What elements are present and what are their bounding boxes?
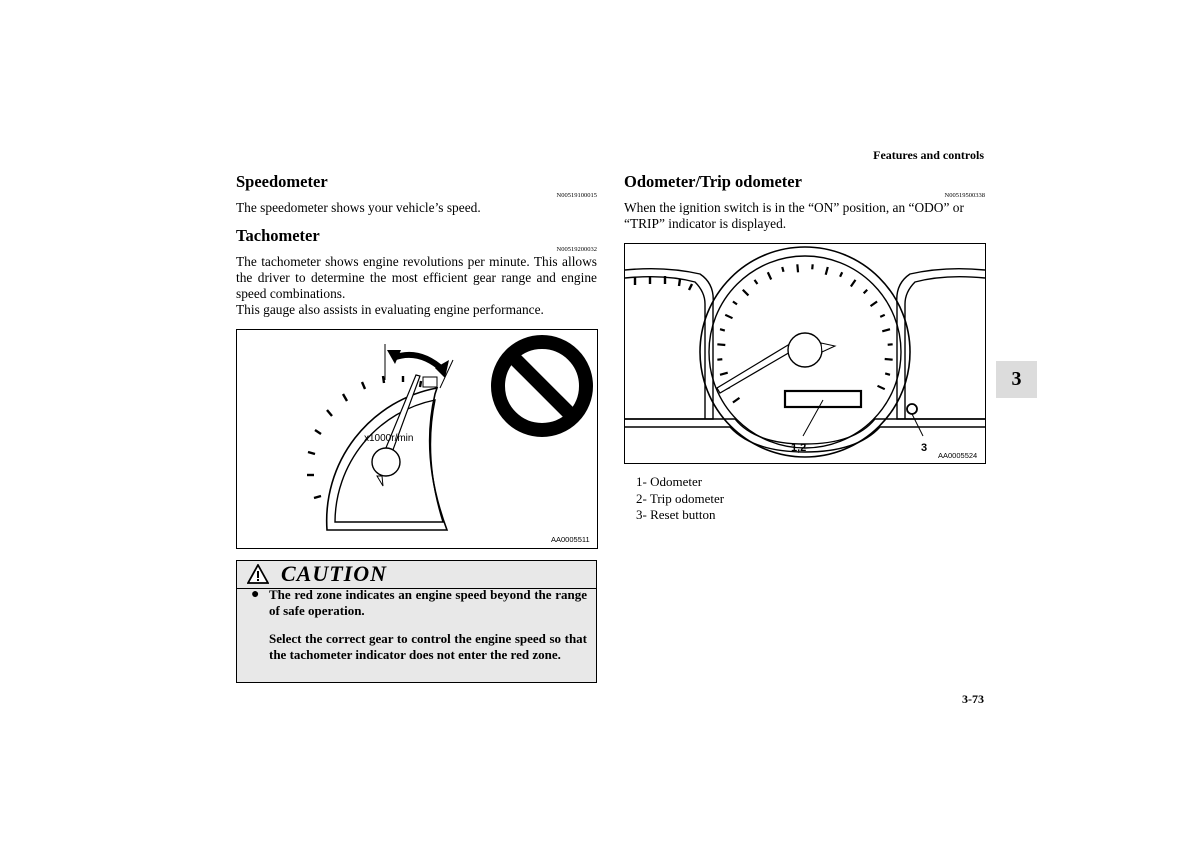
reset-button-icon: [907, 404, 917, 414]
odometer-legend: [636, 474, 836, 524]
tachometer-illustration: [237, 330, 597, 548]
callout-odometer: 1,2: [791, 442, 807, 454]
speedometer-heading: Speedometer: [236, 172, 328, 191]
tachometer-gauge-label: x1000r/min: [364, 433, 414, 444]
tachometer-text: The tachometer shows engine revolutions per minute. This allows the driver to determine the most efficient gear range and engine speed combinations.: [236, 254, 597, 301]
odometer-heading: Odometer/Trip odometer: [624, 172, 802, 191]
legend-num: 1-: [636, 474, 647, 489]
speedometer-tick: [882, 329, 890, 331]
tachometer-text-2: This gauge also assists in evaluating engine performance.: [236, 302, 544, 317]
speedometer-tick: [743, 290, 749, 296]
caution-text-1: The red zone indicates an engine speed beyond the range of safe operation.: [269, 587, 587, 618]
speedometer-section: [236, 172, 597, 216]
odometer-figure: [624, 243, 986, 464]
speedometer-code: N00519100015: [556, 192, 597, 199]
chapter-tab: [996, 361, 1037, 398]
legend-num: 3-: [636, 507, 647, 522]
speedometer-tick: [720, 373, 728, 375]
caution-header: [237, 561, 596, 589]
speedometer-tick: [885, 359, 893, 360]
odometer-figure-id: AA0005524: [938, 451, 978, 460]
speedometer-tick: [840, 272, 842, 277]
legend-label: Odometer: [650, 474, 703, 489]
legend-label: Trip odometer: [649, 490, 725, 506]
caution-box: [236, 560, 597, 683]
callout-reset: 3: [921, 442, 928, 454]
tachometer-figure-id: AA0005511: [551, 535, 590, 544]
chapter-number: 3: [1011, 368, 1022, 390]
legend-label: Reset button: [650, 507, 716, 522]
speedometer-tick: [720, 329, 725, 330]
bullet-icon: ●: [251, 587, 260, 602]
tachometer-heading: Tachometer: [236, 226, 320, 245]
legend-item-1: [636, 474, 836, 491]
prohibited-sign-icon: [498, 342, 586, 430]
page-number: 3-73: [962, 692, 984, 706]
caution-title: CAUTION: [281, 561, 388, 586]
odometer-text: When the ignition switch is in the “ON” position, an “ODO” or “TRIP” indicator is displayed.: [624, 200, 964, 231]
speedometer-tick: [797, 264, 798, 272]
speedometer-tick: [864, 290, 868, 294]
odometer-section: [624, 172, 985, 232]
instrument-cluster-illustration: [625, 244, 985, 463]
tachometer-figure: [236, 329, 598, 549]
odometer-code: N00519500338: [944, 192, 985, 199]
legend-num: 2-: [636, 490, 647, 506]
running-header: Features and controls: [873, 148, 984, 162]
speedometer-tick: [880, 315, 885, 317]
tachometer-code: N00519200032: [556, 246, 597, 253]
speedometer-tick: [717, 344, 725, 345]
odometer-display: [785, 391, 861, 407]
caution-text-2: Select the correct gear to control the engine speed so that the tachometer indicator does not enter the red zone.: [269, 631, 587, 662]
legend-item-3: [636, 507, 836, 524]
tachometer-section: [236, 226, 597, 318]
caution-bullet-1: [251, 587, 587, 619]
speedometer-text: The speedometer shows your vehicle’s speed.: [236, 200, 481, 215]
speedometer-tick: [782, 267, 783, 272]
speedometer-tick: [885, 373, 890, 374]
legend-item-2: [636, 491, 836, 508]
warning-triangle-icon: [247, 564, 269, 584]
speedometer-tick: [826, 267, 828, 275]
